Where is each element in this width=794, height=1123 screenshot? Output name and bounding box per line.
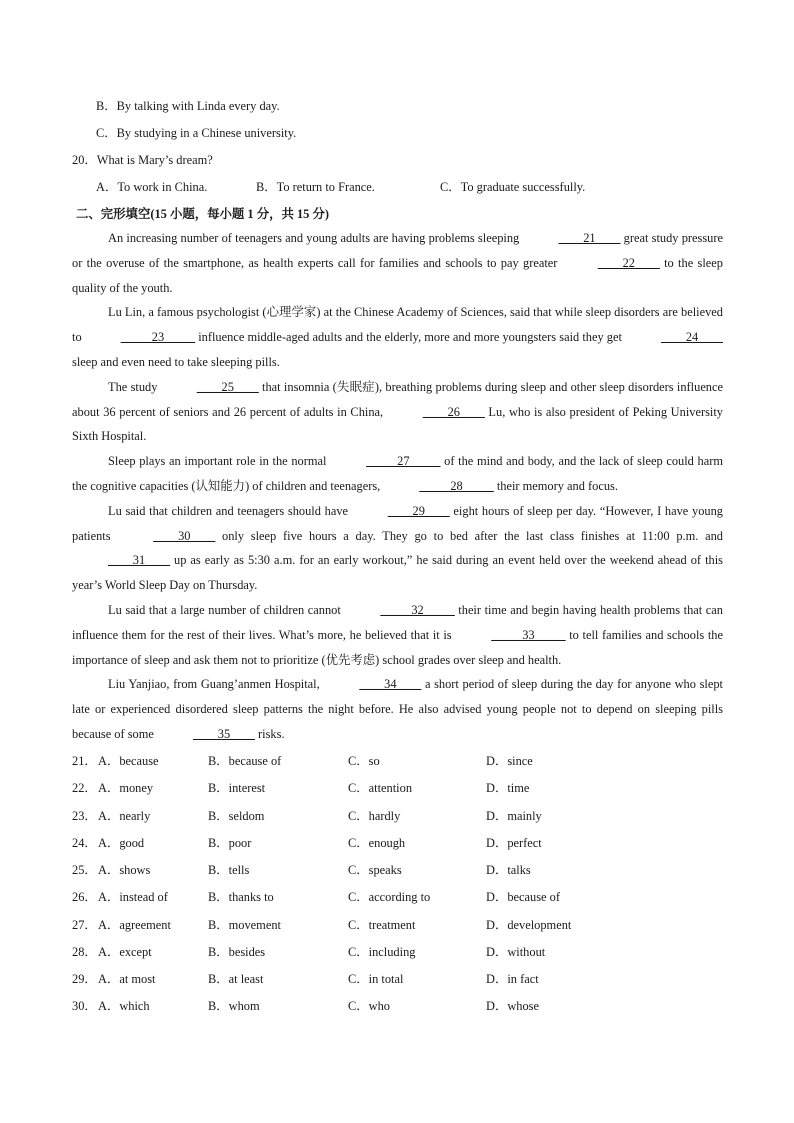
passage-paragraph-4: [72, 449, 723, 499]
choice-b: B．because of: [208, 754, 282, 768]
blank-28: _____28_____: [419, 478, 494, 493]
p4-text-1: Sleep plays an important role in the normal: [108, 454, 331, 469]
p6-text-3: to tell families and schools the importance of sleep and ask them not to prioritize (优先考虑) school grades over sleep and health.: [72, 627, 723, 667]
q20-stem: 20．What is Mary’s dream?: [72, 153, 213, 167]
blank-35: ____35____: [192, 726, 255, 741]
choice-a: A．money: [98, 781, 154, 795]
choice-number: 25．: [72, 863, 97, 877]
choice-d: D．mainly: [486, 809, 542, 823]
choice-row-22: [72, 778, 732, 798]
blank-29: ____29____: [387, 503, 450, 518]
p2-text-3: sleep and even need to take sleeping pills.: [72, 354, 280, 369]
choice-c: C．attention: [348, 781, 413, 795]
p4-text-3: their memory and focus.: [493, 478, 618, 493]
p5-text-2: eight hours of sleep per day. “However, I have young patients: [72, 503, 724, 543]
choice-d: D．in fact: [486, 972, 539, 986]
choice-b: B．interest: [208, 781, 266, 795]
choice-a: A．instead of: [98, 890, 168, 904]
choice-row-21: [72, 751, 732, 771]
choice-row-27: [72, 915, 732, 935]
passage-paragraph-2: [72, 300, 723, 374]
p3-text-1: The study: [108, 379, 161, 394]
q20-option-b: B．To return to France.: [256, 180, 375, 194]
p1-text-3: to the sleep quality of the youth.: [72, 255, 723, 295]
choice-row-25: [72, 860, 732, 880]
blank-24: ____24____: [661, 330, 723, 345]
choice-c: C．speaks: [348, 863, 402, 877]
blank-23: _____23_____: [120, 330, 196, 345]
blank-21: ____21____: [558, 231, 621, 245]
p3-text-3: Lu, who is also president of Peking University Sixth Hospital.: [72, 404, 723, 444]
p2-text-2: influence middle-aged adults and the elderly, more and more youngsters said they get: [195, 330, 626, 345]
choice-d: D．whose: [486, 999, 539, 1013]
choice-a: A．good: [98, 836, 145, 850]
choice-b: B．besides: [208, 945, 266, 959]
choice-d: D．since: [486, 754, 533, 768]
choice-number: 27．: [72, 918, 97, 932]
p7-text-1: Liu Yanjiao, from Guang’anmen Hospital,: [108, 677, 324, 692]
p7-text-3: risks.: [254, 726, 285, 741]
choice-c: C．hardly: [348, 809, 401, 823]
blank-25: ____25____: [196, 379, 259, 394]
p4-text-2: of the mind and body, and the lack of sleep could harm the cognitive capacities (认知能力) of children and teenagers,: [72, 454, 723, 493]
passage-paragraph-6: [72, 598, 723, 672]
choice-c: C．according to: [348, 890, 431, 904]
passage-paragraph-1: [72, 226, 723, 300]
choice-a: A．which: [98, 999, 150, 1013]
q20-option-a: A．To work in China.: [96, 180, 208, 194]
blank-31: ____31____: [108, 553, 170, 568]
p3-text-2: that insomnia (失眠症), breathing problems during sleep and other sleep disorders influence about 36 percent of seniors and 26 percent of adults in China,: [72, 379, 724, 419]
p5-text-4: up as early as 5:30 a.m. for an early workout,” he said during an event held over the weekend ahead of this year’s World Sleep Day on Thursday.: [72, 553, 723, 593]
choice-number: 24．: [72, 836, 97, 850]
passage-paragraph-3: [72, 375, 723, 449]
q20-option-c: C．To graduate successfully.: [440, 180, 586, 194]
choice-number: 23．: [72, 809, 97, 823]
choice-b: B．thanks to: [208, 890, 274, 904]
choice-row-24: [72, 833, 732, 853]
choice-b: B．at least: [208, 972, 264, 986]
q19-option-b: B．By talking with Linda every day.: [96, 99, 280, 113]
cloze-passage: [72, 226, 723, 747]
choice-a: A．at most: [98, 972, 156, 986]
choice-a: A．shows: [98, 863, 151, 877]
choice-c: C．who: [348, 999, 390, 1013]
choice-number: 21．: [72, 754, 97, 768]
p1-text-2: great study pressure or the overuse of the smartphone, as health experts call for families and schools to pay greater: [72, 231, 723, 270]
blank-34: ____34____: [359, 677, 422, 692]
choice-c: C．enough: [348, 836, 406, 850]
choice-c: C．so: [348, 754, 380, 768]
p5-text-3: only sleep five hours a day. They go to bed after the last class finishes at 11:00 p.m. and: [215, 528, 723, 543]
blank-27: _____27_____: [366, 454, 441, 469]
choice-d: D．because of: [486, 890, 560, 904]
choice-row-23: [72, 806, 732, 826]
section-heading: 二、完形填空(15 小题，每小题 1 分，共 15 分): [76, 207, 329, 221]
p2-text-1: Lu Lin, a famous psychologist (心理学家) at the Chinese Academy of Sciences, said that while sleep disorders are believed to: [72, 305, 723, 345]
choice-row-30: [72, 996, 732, 1016]
choice-a: A．nearly: [98, 809, 151, 823]
blank-26: ____26____: [422, 404, 485, 419]
p6-text-2: their time and begin having health problems that can influence them for the rest of their lives. What’s more, he believed that it is: [72, 602, 723, 642]
choice-number: 22．: [72, 781, 97, 795]
choice-d: D．time: [486, 781, 530, 795]
p1-text-1: An increasing number of teenagers and young adults are having problems sleeping: [108, 231, 523, 245]
choice-b: B．movement: [208, 918, 281, 932]
choice-a: A．because: [98, 754, 159, 768]
choice-number: 30．: [72, 999, 97, 1013]
q19-option-c: C．By studying in a Chinese university.: [96, 126, 297, 140]
p7-text-2: a short period of sleep during the day for anyone who slept late or experienced disordered sleep patterns the night before. He also advised young people not to depend on sleeping pills because of some: [72, 677, 723, 741]
choice-c: C．treatment: [348, 918, 416, 932]
choice-number: 28．: [72, 945, 97, 959]
blank-33: _____33_____: [491, 627, 566, 642]
choice-a: A．agreement: [98, 918, 171, 932]
choice-number: 26．: [72, 890, 97, 904]
choice-row-29: [72, 969, 732, 989]
blank-30: ____30____: [153, 528, 216, 543]
choice-b: B．whom: [208, 999, 260, 1013]
blank-32: _____32_____: [380, 602, 455, 617]
choice-d: D．without: [486, 945, 546, 959]
choice-c: C．including: [348, 945, 416, 959]
choice-d: D．talks: [486, 863, 531, 877]
choice-b: B．poor: [208, 836, 252, 850]
p5-text-1: Lu said that children and teenagers should have: [108, 503, 352, 518]
blank-22: ____22____: [597, 255, 660, 270]
choice-number: 29．: [72, 972, 97, 986]
choice-a: A．except: [98, 945, 152, 959]
p6-text-1: Lu said that a large number of children cannot: [108, 602, 345, 617]
choice-b: B．tells: [208, 863, 250, 877]
choice-c: C．in total: [348, 972, 404, 986]
choice-row-28: [72, 942, 732, 962]
passage-paragraph-7: [72, 672, 723, 746]
choice-row-26: [72, 887, 732, 907]
choice-d: D．perfect: [486, 836, 542, 850]
passage-paragraph-5: [72, 499, 723, 598]
choice-b: B．seldom: [208, 809, 265, 823]
choice-d: D．development: [486, 918, 572, 932]
